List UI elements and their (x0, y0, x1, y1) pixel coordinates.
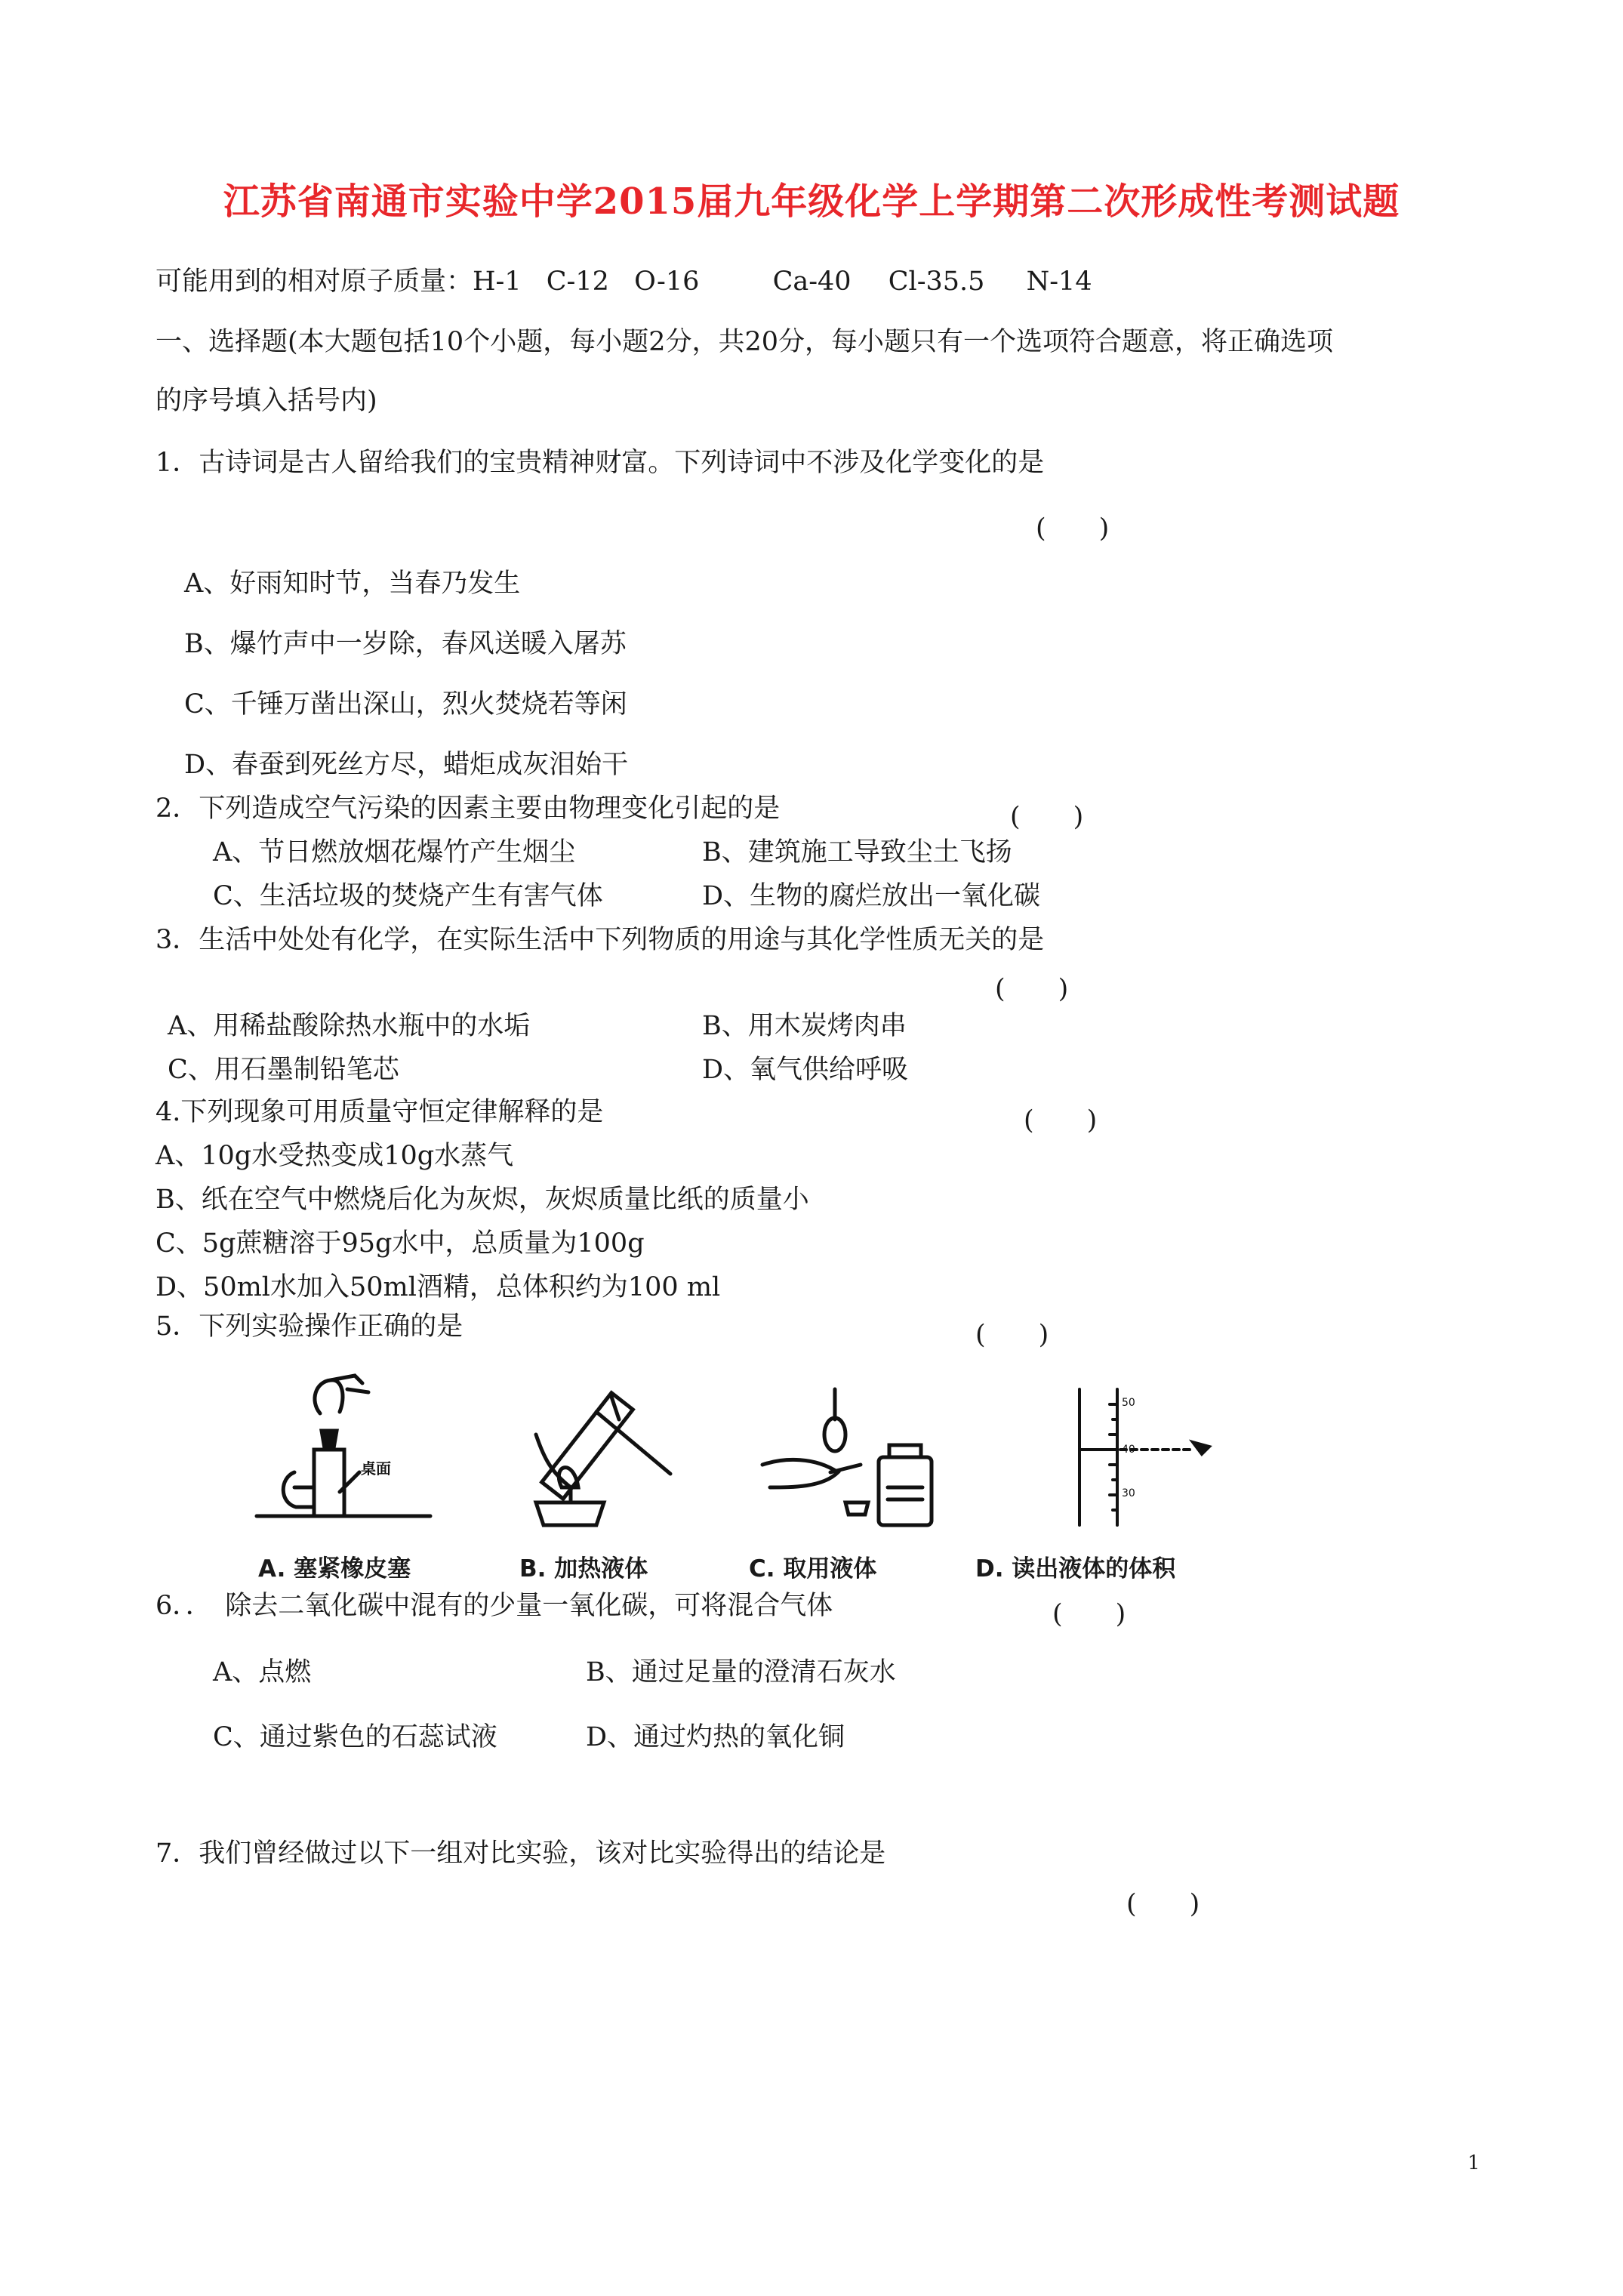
question-4-option-b: B、纸在空气中燃烧后化为灰烬，灰烬质量比纸的质量小 (156, 1185, 809, 1215)
question-7-answer-blank: ( ) (1126, 1889, 1200, 1919)
question-3-option-d: D、氧气供给呼吸 (702, 1055, 909, 1085)
cylinder-tick-40: 40 (1122, 1444, 1135, 1456)
atomic-mass-label: 可能用到的相对原子质量： (156, 267, 473, 297)
question-6-option-c: C、通过紫色的石蕊试液 (213, 1722, 497, 1752)
question-4-option-d: D、50ml水加入50ml酒精，总体积约为100 ml (156, 1272, 721, 1302)
question-2-answer-blank: ( ) (1010, 802, 1084, 832)
atomic-mass-o: O-16 (634, 267, 700, 297)
page-title: 江苏省南通市实验中学2015届九年级化学上学期第二次形成性考测试题 (223, 180, 1400, 223)
question-5-answer-blank: ( ) (975, 1320, 1049, 1350)
figure-caption-c: C. 取用液体 (749, 1555, 877, 1583)
figure-caption-a: A. 塞紧橡皮塞 (258, 1555, 411, 1583)
question-1-option-a: A、好雨知时节，当春乃发生 (184, 569, 521, 599)
question-4-option-c: C、5g蔗糖溶于95g水中，总质量为100g (156, 1228, 645, 1259)
figure-caption-d: D. 读出液体的体积 (975, 1555, 1176, 1583)
figure-a-table-label: 桌面 (361, 1459, 391, 1478)
question-6-option-a: A、点燃 (213, 1657, 312, 1687)
question-3-option-b: B、用木炭烤肉串 (702, 1011, 907, 1041)
question-6-answer-blank: ( ) (1052, 1599, 1126, 1629)
question-4-stem: 4.下列现象可用质量守恒定律解释的是 (156, 1097, 604, 1127)
question-3-option-a: A、用稀盐酸除热水瓶中的水垢 (168, 1011, 531, 1041)
figure-a-stopper-icon (249, 1359, 445, 1533)
question-3-answer-blank: ( ) (995, 974, 1069, 1004)
question-2-option-a: A、节日燃放烟花爆竹产生烟尘 (213, 837, 576, 868)
question-3-option-c: C、用石墨制铅笔芯 (168, 1055, 399, 1085)
question-1-stem: 1．古诗词是古人留给我们的宝贵精神财富。下列诗词中不涉及化学变化的是 (156, 448, 1045, 478)
question-2-option-d: D、生物的腐烂放出一氧化碳 (702, 881, 1041, 911)
figure-d-cylinder-icon (1034, 1382, 1246, 1533)
question-7-stem: 7．我们曾经做过以下一组对比实验，该对比实验得出的结论是 (156, 1838, 886, 1869)
cylinder-tick-50: 50 (1122, 1397, 1135, 1409)
question-2-option-c: C、生活垃圾的焚烧产生有害气体 (213, 881, 603, 911)
figure-caption-b: B. 加热液体 (519, 1555, 648, 1583)
question-1-option-c: C、千锤万凿出深山，烈火焚烧若等闲 (184, 689, 627, 720)
figure-b-heating-icon (506, 1374, 702, 1533)
atomic-mass-cl: Cl-35.5 (888, 267, 985, 297)
question-6-option-b: B、通过足量的澄清石灰水 (586, 1657, 896, 1687)
section-heading-line2: 的序号填入括号内) (156, 386, 377, 416)
cylinder-tick-30: 30 (1122, 1487, 1135, 1499)
question-6-option-d: D、通过灼热的氧化铜 (586, 1722, 845, 1752)
question-6-stem: 6．． 除去二氧化碳中混有的少量一氧化碳，可将混合气体 (156, 1591, 833, 1621)
section-heading-line1: 一、选择题(本大题包括10个小题，每小题2分，共20分，每小题只有一个选项符合题意，将正确选项 (156, 327, 1333, 357)
question-4-answer-blank: ( ) (1024, 1105, 1098, 1136)
question-2-stem: 2．下列造成空气污染的因素主要由物理变化引起的是 (156, 794, 781, 824)
atomic-mass-h: H-1 (473, 267, 522, 297)
atomic-mass-line (156, 266, 1092, 297)
question-1-option-d: D、春蚕到死丝方尽，蜡炬成灰泪始干 (184, 750, 629, 780)
question-5-stem: 5．下列实验操作正确的是 (156, 1311, 463, 1342)
figure-c-dropper-icon (755, 1382, 951, 1533)
atomic-mass-n: N-14 (1026, 267, 1092, 297)
question-1-answer-blank: ( ) (1036, 513, 1110, 544)
question-2-option-b: B、建筑施工导致尘土飞扬 (702, 837, 1012, 868)
page-number: 1 (1467, 2152, 1480, 2174)
atomic-mass-ca: Ca-40 (772, 267, 852, 297)
question-4-option-a: A、10g水受热变成10g水蒸气 (156, 1141, 514, 1171)
question-3-stem: 3．生活中处处有化学，在实际生活中下列物质的用途与其化学性质无关的是 (156, 925, 1045, 955)
question-1-option-b: B、爆竹声中一岁除，春风送暖入屠苏 (184, 629, 627, 659)
atomic-mass-c: C-12 (546, 267, 609, 297)
